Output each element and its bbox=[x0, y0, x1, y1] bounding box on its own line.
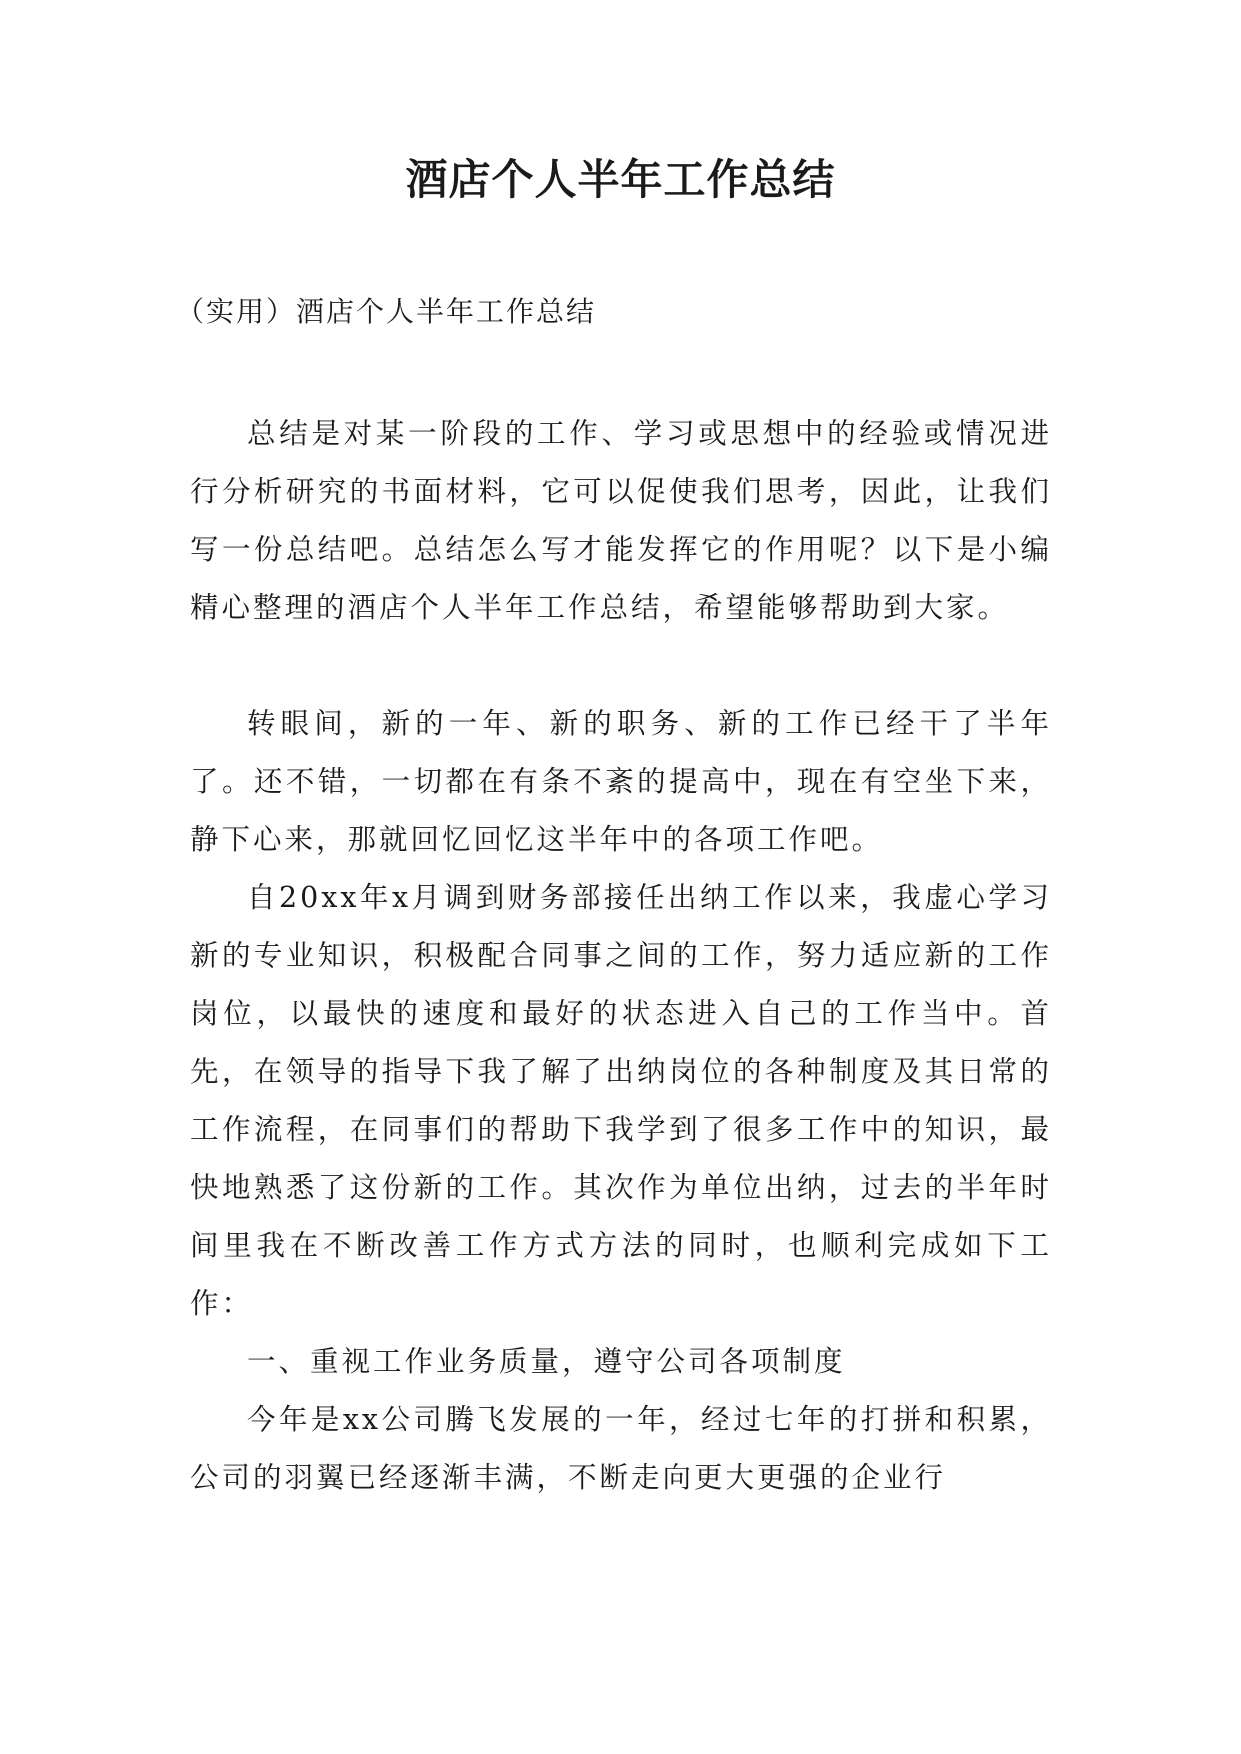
document-subtitle: （实用）酒店个人半年工作总结 bbox=[176, 295, 597, 328]
paragraph-intro: 总结是对某一阶段的工作、学习或思想中的经验或情况进行分析研究的书面材料，它可以促使我们思考，因此，让我们写一份总结吧。总结怎么写才能发挥它的作用呢？以下是小编精心整理的酒店个人半年工作总结，希望能够帮助到大家。 bbox=[190, 417, 1052, 624]
document-body bbox=[190, 405, 1052, 1507]
section-heading-1: 一、重视工作业务质量，遵守公司各项制度 bbox=[247, 1345, 846, 1378]
paragraph-work-summary: 自20xx年x月调到财务部接任出纳工作以来，我虚心学习新的专业知识，积极配合同事之间的工作，努力适应新的工作岗位，以最快的速度和最好的状态进入自己的工作当中。首先，在领导的指导下我了解了出纳岗位的各种制度及其日常的工作流程，在同事们的帮助下我学到了很多工作中的知识，最快地熟悉了这份新的工作。其次作为单位出纳，过去的半年时间里我在不断改善工作方式方法的同时，也顺利完成如下工作： bbox=[190, 881, 1052, 1320]
document-title: 酒店个人半年工作总结 bbox=[405, 155, 836, 204]
paragraph-company: 今年是xx公司腾飞发展的一年，经过七年的打拼和积累，公司的羽翼已经逐渐丰满，不断走向更大更强的企业行 bbox=[190, 1403, 1052, 1494]
paragraph-opening: 转眼间，新的一年、新的职务、新的工作已经干了半年了。还不错，一切都在有条不紊的提高中，现在有空坐下来，静下心来，那就回忆回忆这半年中的各项工作吧。 bbox=[190, 707, 1052, 856]
